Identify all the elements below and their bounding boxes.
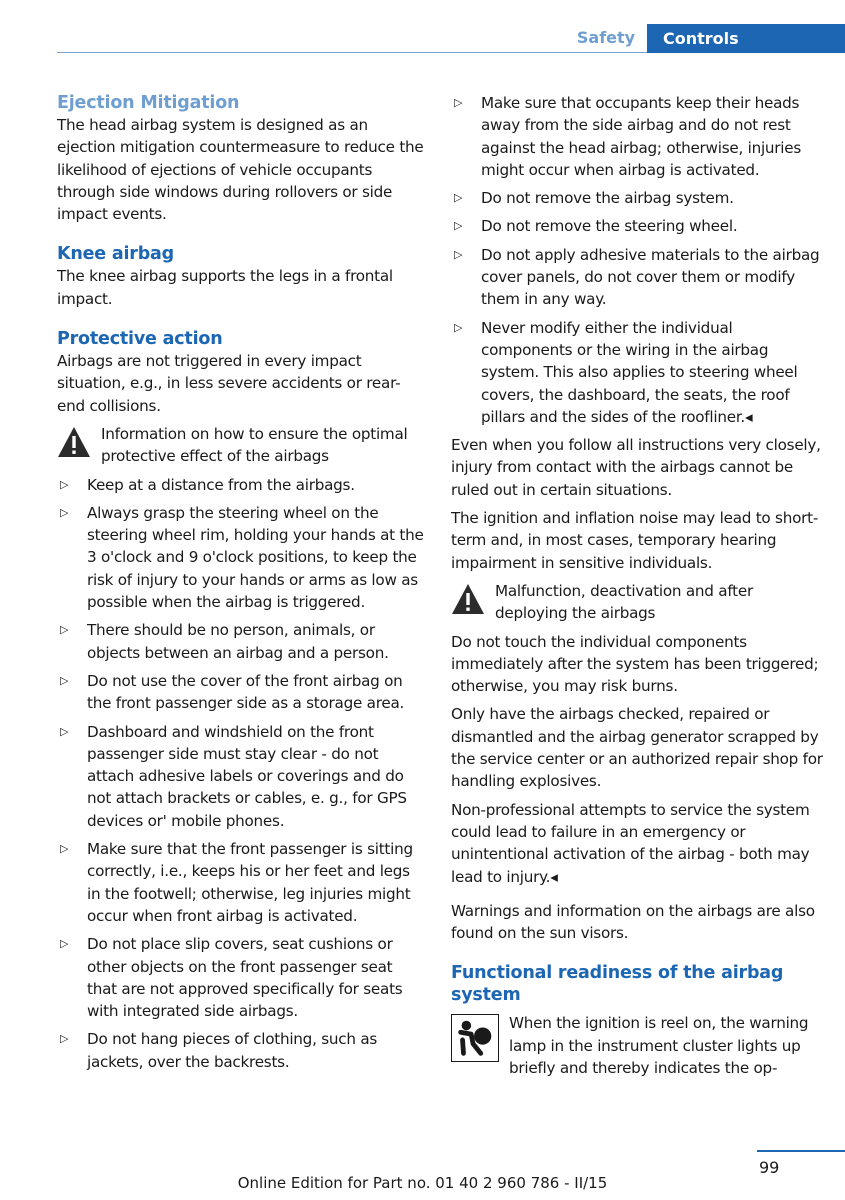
triangle-bullet-icon: ▷ — [60, 505, 69, 519]
heading-knee-airbag: Knee airbag — [57, 244, 174, 265]
list-item: ▷ Do not remove the airbag system. — [451, 187, 823, 209]
paragraph-ignition-noise: The ignition and inflation noise may lead to short-term and, in most cases, temporary hearing impairment in sensitive individuals. — [451, 509, 819, 572]
left-column — [57, 92, 425, 1079]
warning-triangle-icon — [451, 583, 485, 615]
paragraph-ejection: The head airbag system is designed as an ejection mitigation countermeasure to reduce the likelihood of ejections of vehicle occupants through side windows during rollovers or side impact events. — [57, 116, 424, 224]
warning-text: Malfunction, deactivation and after deploying the airbags — [495, 581, 753, 623]
list-item: ▷ Make sure that occupants keep their heads away from the side airbag and do not rest against the head airbag; otherwise, injuries might occur when airbag is activated. — [454, 94, 802, 179]
tab-safety[interactable]: Safety — [576, 28, 636, 47]
triangle-bullet-icon: ▷ — [454, 219, 463, 233]
list-item: ▷ Dashboard and windshield on the front passenger side must stay clear - do not attach adhesive labels or coverings and do not attach brackets or cables, e. g., for GPS devices or' mobile phones. — [60, 722, 407, 830]
footer-edition: Online Edition for Part no. 01 40 2 960 786 - II/15 — [237, 1174, 608, 1192]
warning-text: Information on how to ensure the optimal protective effect of the airbags — [101, 424, 408, 466]
triangle-bullet-icon: ▷ — [60, 1032, 69, 1046]
paragraph-protective: Airbags are not triggered in every impact situation, e.g., in less severe accidents or rear-end collisions. — [57, 352, 401, 415]
list-item: ▷ There should be no person, animals, or objects between an airbag and a person. — [60, 621, 389, 662]
footer-rule — [757, 1150, 845, 1152]
list-item: ▷ Do not apply adhesive materials to the airbag cover panels, do not cover them or modify them in any way. — [454, 245, 820, 309]
triangle-bullet-icon: ▷ — [60, 937, 69, 951]
warning-triangle-icon — [57, 426, 91, 458]
list-item: ▷ Never modify either the individual components or the wiring in the airbag system. This also applies to steering wheel covers, the dashboard, the seats, the roof pillars and the sides of the roofliner.◂ — [454, 318, 798, 426]
triangle-bullet-icon: ▷ — [454, 320, 463, 334]
triangle-bullet-icon: ▷ — [454, 96, 463, 109]
warning-note-malfunction — [451, 580, 823, 625]
bullet-list-right — [451, 92, 823, 428]
triangle-bullet-icon: ▷ — [60, 724, 69, 738]
page-number: 99 — [759, 1158, 780, 1177]
functional-readiness-note — [451, 1012, 823, 1079]
list-item: ▷ Do not remove the steering wheel. — [451, 215, 823, 237]
paragraph-do-not-touch: Do not touch the individual components immediately after the system has been triggered; otherwise, you may risk burns. — [451, 632, 819, 696]
paragraph-knee: The knee airbag supports the legs in a frontal impact. — [57, 267, 393, 308]
list-item: ▷ Keep at a distance from the airbags. — [57, 474, 425, 496]
airbag-warning-lamp-icon — [451, 1014, 499, 1062]
bullet-list-left — [57, 474, 425, 1073]
list-item: ▷ Do not use the cover of the front airbag on the front passenger side as a storage area. — [60, 671, 405, 713]
list-item: ▷ Always grasp the steering wheel on the steering wheel rim, holding your hands at the 3 o'clock and 9 o'clock positions, to keep the risk of injury to your hands or arms as low as possible when the airbag is triggered. — [60, 503, 424, 612]
heading-protective-action: Protective action — [57, 329, 223, 350]
heading-functional-readiness: Functional readiness of the airbag system — [451, 963, 784, 1006]
triangle-bullet-icon: ▷ — [60, 673, 69, 687]
paragraph-non-professional: Non-professional attempts to service the system could lead to failure in an emergency or unintentional activation of the airbag - both may lead to injury.◂ — [451, 800, 810, 886]
triangle-bullet-icon: ▷ — [60, 842, 69, 856]
triangle-bullet-icon: ▷ — [60, 477, 69, 491]
warning-note-optimal — [57, 423, 425, 468]
tab-controls[interactable]: Controls — [647, 24, 845, 53]
list-item: ▷ Do not hang pieces of clothing, such as jackets, over the backrests. — [60, 1030, 378, 1071]
paragraph-only-have: Only have the airbags checked, repaired or dismantled and the airbag generator scrapped by the service center or an authorized repair shop for handling explosives. — [451, 705, 823, 791]
right-column — [451, 92, 823, 1079]
list-item: ▷ Do not place slip covers, seat cushions or other objects on the front passenger seat that are not approved specifically for seats with integrated side airbags. — [60, 935, 403, 1021]
triangle-bullet-icon: ▷ — [454, 247, 463, 261]
triangle-bullet-icon: ▷ — [454, 191, 463, 205]
paragraph-even-when: Even when you follow all instructions very closely, injury from contact with the airbags cannot be ruled out in certain situations. — [451, 436, 821, 499]
list-item: ▷ Make sure that the front passenger is sitting correctly, i.e., keeps his or her feet and legs in the footwell; otherwise, leg injuries might occur when front airbag is activated. — [60, 840, 413, 925]
heading-ejection-mitigation: Ejection Mitigation — [57, 93, 240, 113]
triangle-bullet-icon: ▷ — [60, 623, 69, 637]
functional-readiness-text: When the ignition is reel on, the warning lamp in the instrument cluster lights up briefly and thereby indicates the op- — [509, 1014, 809, 1077]
paragraph-sun-visors: Warnings and information on the airbags are also found on the sun visors. — [451, 901, 815, 943]
